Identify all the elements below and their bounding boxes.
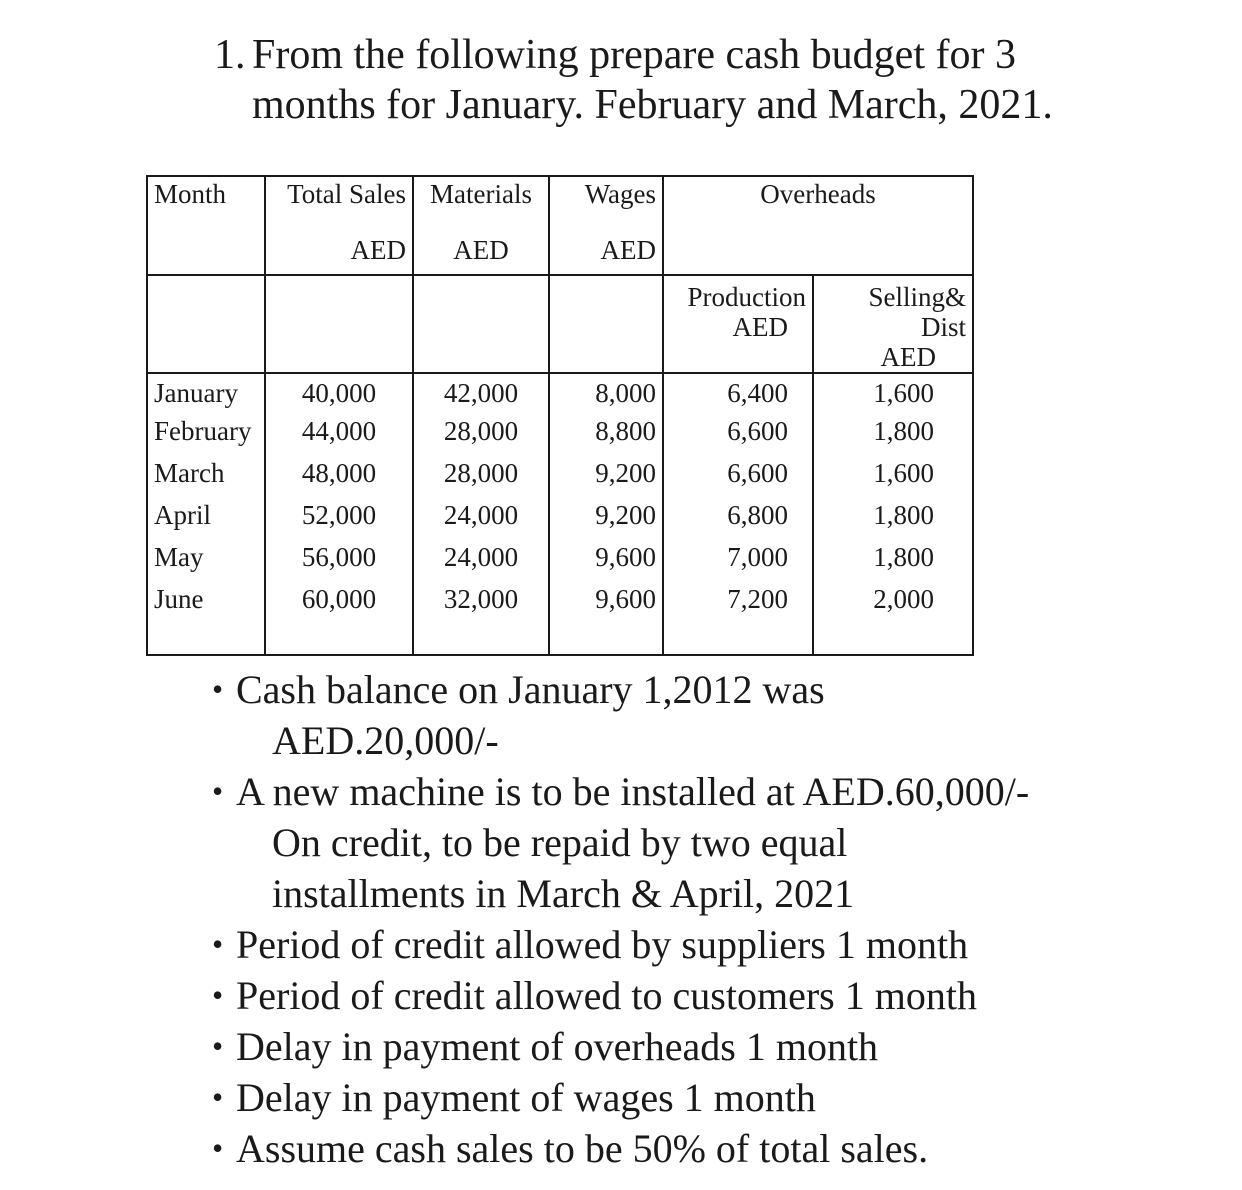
selling-dist-cell: 1,800 xyxy=(873,416,934,446)
total-sales-cell: 48,000 xyxy=(301,458,377,488)
month-cell: April xyxy=(154,500,211,530)
header-overheads: Overheads xyxy=(663,176,973,275)
total-sales-column xyxy=(265,373,413,655)
materials-cell: 28,000 xyxy=(443,458,519,488)
empty-cell xyxy=(265,275,413,373)
month-cell: June xyxy=(154,584,204,614)
assumption-list xyxy=(212,664,1029,1174)
header-production-label: Production xyxy=(687,282,806,312)
bullet-icon: • xyxy=(212,977,224,1013)
values-row xyxy=(147,373,973,655)
header-selling-dist-label: Selling& Dist xyxy=(868,282,966,342)
header-materials-unit: AED xyxy=(453,235,509,265)
header-materials xyxy=(413,176,549,275)
assumption-text: Delay in payment of overheads 1 month xyxy=(236,1024,879,1069)
selling-dist-cell: 1,800 xyxy=(873,542,934,572)
assumption-text: Cash balance on January 1,2012 was xyxy=(236,667,825,712)
header-production xyxy=(663,275,813,373)
production-cell: 6,400 xyxy=(727,378,788,408)
materials-cell: 28,000 xyxy=(443,416,519,446)
month-cell: May xyxy=(154,542,204,572)
assumption-item xyxy=(212,1021,1029,1072)
production-cell: 6,600 xyxy=(727,458,788,488)
bullet-icon: • xyxy=(212,926,224,962)
materials-column xyxy=(413,373,549,655)
bullet-icon: • xyxy=(212,773,224,809)
header-month: Month xyxy=(147,176,265,275)
wages-column xyxy=(549,373,663,655)
header-selling-dist xyxy=(813,275,973,373)
assumption-text: Period of credit allowed to customers 1 month xyxy=(236,973,977,1018)
production-cell: 6,600 xyxy=(727,416,788,446)
bullet-icon: • xyxy=(212,1079,224,1115)
production-column xyxy=(663,373,813,655)
selling-dist-cell: 1,600 xyxy=(873,378,934,408)
assumption-continuation: installments in March & April, 2021 xyxy=(272,871,855,916)
question-line-1: From the following prepare cash budget for 3 xyxy=(252,32,1016,78)
assumption-item xyxy=(212,919,1029,970)
empty-cell xyxy=(147,275,265,373)
production-cell: 7,000 xyxy=(727,542,788,572)
header-row-1 xyxy=(147,176,973,275)
budget-data-table xyxy=(146,175,974,656)
wages-cell: 9,200 xyxy=(595,500,656,530)
header-materials-label: Materials xyxy=(430,179,532,209)
assumption-continuation: On credit, to be repaid by two equal xyxy=(272,820,848,865)
materials-cell: 32,000 xyxy=(443,584,519,614)
wages-cell: 8,800 xyxy=(595,416,656,446)
bullet-icon: • xyxy=(212,1130,224,1166)
header-total-sales-label: Total Sales xyxy=(287,179,406,209)
production-cell: 7,200 xyxy=(727,584,788,614)
month-cell: January xyxy=(154,378,238,408)
header-total-sales-unit: AED xyxy=(350,235,406,265)
month-cell: February xyxy=(154,416,252,446)
selling-dist-cell: 1,800 xyxy=(873,500,934,530)
total-sales-cell: 52,000 xyxy=(301,500,377,530)
assumption-text: Period of credit allowed by suppliers 1 month xyxy=(236,922,969,967)
header-total-sales xyxy=(265,176,413,275)
header-wages xyxy=(549,176,663,275)
assumption-item xyxy=(212,664,1029,766)
assumption-item xyxy=(212,1123,1029,1174)
materials-cell: 42,000 xyxy=(443,378,519,408)
question-line-2: months for January. February and March, 2021. xyxy=(252,82,1053,128)
assumption-continuation: AED.20,000/- xyxy=(272,718,499,763)
assumption-item xyxy=(212,766,1029,919)
assumption-item xyxy=(212,1072,1029,1123)
assumption-text: Delay in payment of wages 1 month xyxy=(236,1075,816,1120)
header-wages-unit: AED xyxy=(600,235,656,265)
header-wages-label: Wages xyxy=(584,179,656,209)
production-cell: 6,800 xyxy=(727,500,788,530)
header-production-unit: AED xyxy=(732,312,788,342)
header-selling-dist-unit: AED xyxy=(880,342,936,372)
selling-dist-cell: 2,000 xyxy=(873,584,934,614)
wages-cell: 9,600 xyxy=(595,584,656,614)
empty-cell xyxy=(549,275,663,373)
total-sales-cell: 40,000 xyxy=(301,378,377,408)
month-cell: March xyxy=(154,458,225,488)
selling-dist-column xyxy=(813,373,973,655)
bullet-icon: • xyxy=(212,1028,224,1064)
wages-cell: 8,000 xyxy=(595,378,656,408)
materials-cell: 24,000 xyxy=(443,542,519,572)
selling-dist-cell: 1,600 xyxy=(873,458,934,488)
empty-cell xyxy=(413,275,549,373)
assumption-text: A new machine is to be installed at AED.60,000/- xyxy=(236,769,1030,814)
month-column xyxy=(147,373,265,655)
header-row-2 xyxy=(147,275,973,373)
total-sales-cell: 44,000 xyxy=(301,416,377,446)
materials-cell: 24,000 xyxy=(443,500,519,530)
question-number: 1. xyxy=(214,32,246,78)
question-heading xyxy=(214,30,1053,130)
total-sales-cell: 56,000 xyxy=(301,542,377,572)
assumption-text: Assume cash sales to be 50% of total sales. xyxy=(236,1126,929,1171)
assumption-item xyxy=(212,970,1029,1021)
wages-cell: 9,600 xyxy=(595,542,656,572)
bullet-icon: • xyxy=(212,671,224,707)
wages-cell: 9,200 xyxy=(595,458,656,488)
total-sales-cell: 60,000 xyxy=(301,584,377,614)
